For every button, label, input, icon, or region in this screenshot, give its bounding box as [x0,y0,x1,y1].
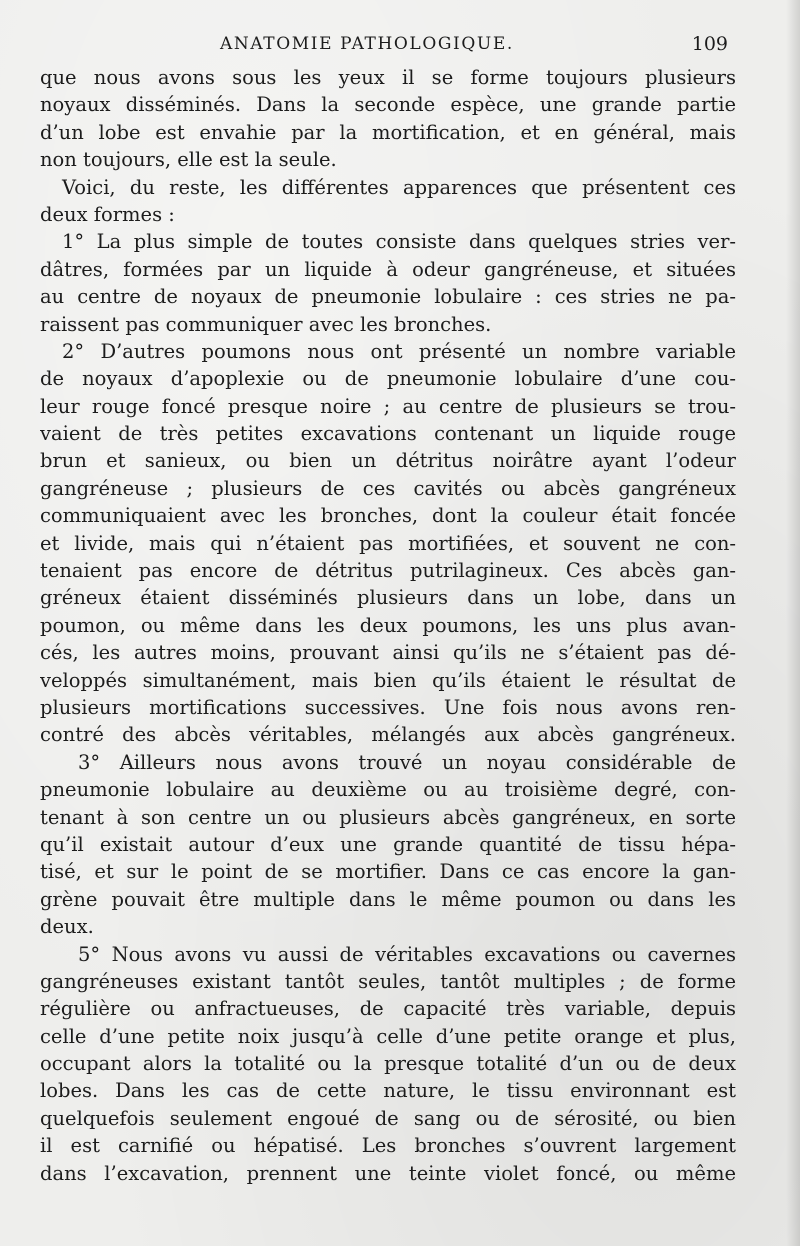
text-line: tenant à son centre un ou plusieurs abcès gangréneux, en sorte [40,805,736,829]
text-line: et livide, mais qui n’étaient pas mortifiées, et souvent ne con- [40,531,736,555]
text-line: leur rouge foncé presque noire ; au centre de plusieurs se trou- [40,394,736,418]
text-line: de noyaux d’apoplexie ou de pneumonie lobulaire d’une cou- [40,367,736,391]
text-line: non toujours, elle est la seule. [40,148,337,172]
text-line: communiquaient avec les bronches, dont la couleur était foncée [40,504,736,528]
text-line: noyaux disséminés. Dans la seconde espèce, une grande partie [40,93,736,117]
text-line: d’un lobe est envahie par la mortification, et en général, mais [40,120,736,144]
text-line: poumon, ou même dans les deux poumons, les uns plus avan- [40,613,736,637]
text-line: plusieurs mortifications successives. Une fois nous avons ren- [40,695,736,719]
running-head [40,32,752,56]
text-line: brun et sanieux, ou bien un détritus noirâtre ayant l’odeur [40,449,736,473]
text-line: deux. [40,915,94,939]
page-edge-shadow [786,0,800,1246]
text-line: dans l’excavation, prennent une teinte violet foncé, ou même [40,1161,736,1185]
body-text [40,64,736,1187]
text-line: qu’il existait autour d’eux une grande quantité de tissu hépa- [40,832,736,856]
text-line: il est carnifié ou hépatisé. Les bronches s’ouvrent largement [40,1134,736,1158]
text-line: dâtres, formées par un liquide à odeur gangréneuse, et situées [40,257,736,281]
text-line: 1° La plus simple de toutes consiste dans quelques stries ver- [62,230,736,254]
text-line: que nous avons sous les yeux il se forme toujours plusieurs [40,66,736,89]
text-line: tisé, et sur le point de se mortifier. Dans ce cas encore la gan- [40,860,736,884]
text-line: grène pouvait être multiple dans le même poumon ou dans les [40,887,736,911]
text-line: régulière ou anfractueuses, de capacité très variable, depuis [40,997,736,1021]
text-line: gangréneuse ; plusieurs de ces cavités ou abcès gangréneux [40,476,736,500]
text-line: occupant alors la totalité ou la presque totalité d’un ou de deux [40,1052,736,1076]
text-line: tenaient pas encore de détritus putrilagineux. Ces abcès gan- [40,559,736,583]
text-line: 2° D’autres poumons nous ont présenté un nombre variable [62,339,736,363]
running-title: ANATOMIE PATHOLOGIQUE. [220,34,514,54]
text-line: pneumonie lobulaire au deuxième ou au troisième degré, con- [40,778,736,802]
text-line: raissent pas communiquer avec les bronches. [40,312,492,336]
text-line: 5° Nous avons vu aussi de véritables excavations ou cavernes [78,942,736,966]
text-line: gréneux étaient disséminés plusieurs dans un lobe, dans un [40,586,736,610]
text-line: deux formes : [40,202,175,226]
text-line: Voici, du reste, les différentes apparences que présentent ces [62,175,736,199]
text-line: vaient de très petites excavations contenant un liquide rouge [40,422,736,446]
text-line: 3° Ailleurs nous avons trouvé un noyau considérable de [78,750,736,774]
text-line: gangréneuses existant tantôt seules, tantôt multiples ; de forme [40,969,736,993]
text-line: cés, les autres moins, prouvant ainsi qu’ils ne s’étaient pas dé- [40,641,736,665]
text-line: contré des abcès véritables, mélangés aux abcès gangréneux. [40,723,736,747]
text-line: celle d’une petite noix jusqu’à celle d’une petite orange et plus, [40,1024,736,1048]
text-line: quelquefois seulement engoué de sang ou de sérosité, ou bien [40,1106,736,1130]
text-line: au centre de noyaux de pneumonie lobulaire : ces stries ne pa- [40,285,736,309]
page-number: 109 [691,33,728,55]
text-line: lobes. Dans les cas de cette nature, le tissu environnant est [40,1079,736,1103]
text-line: veloppés simultanément, mais bien qu’ils étaient le résultat de [40,668,736,692]
